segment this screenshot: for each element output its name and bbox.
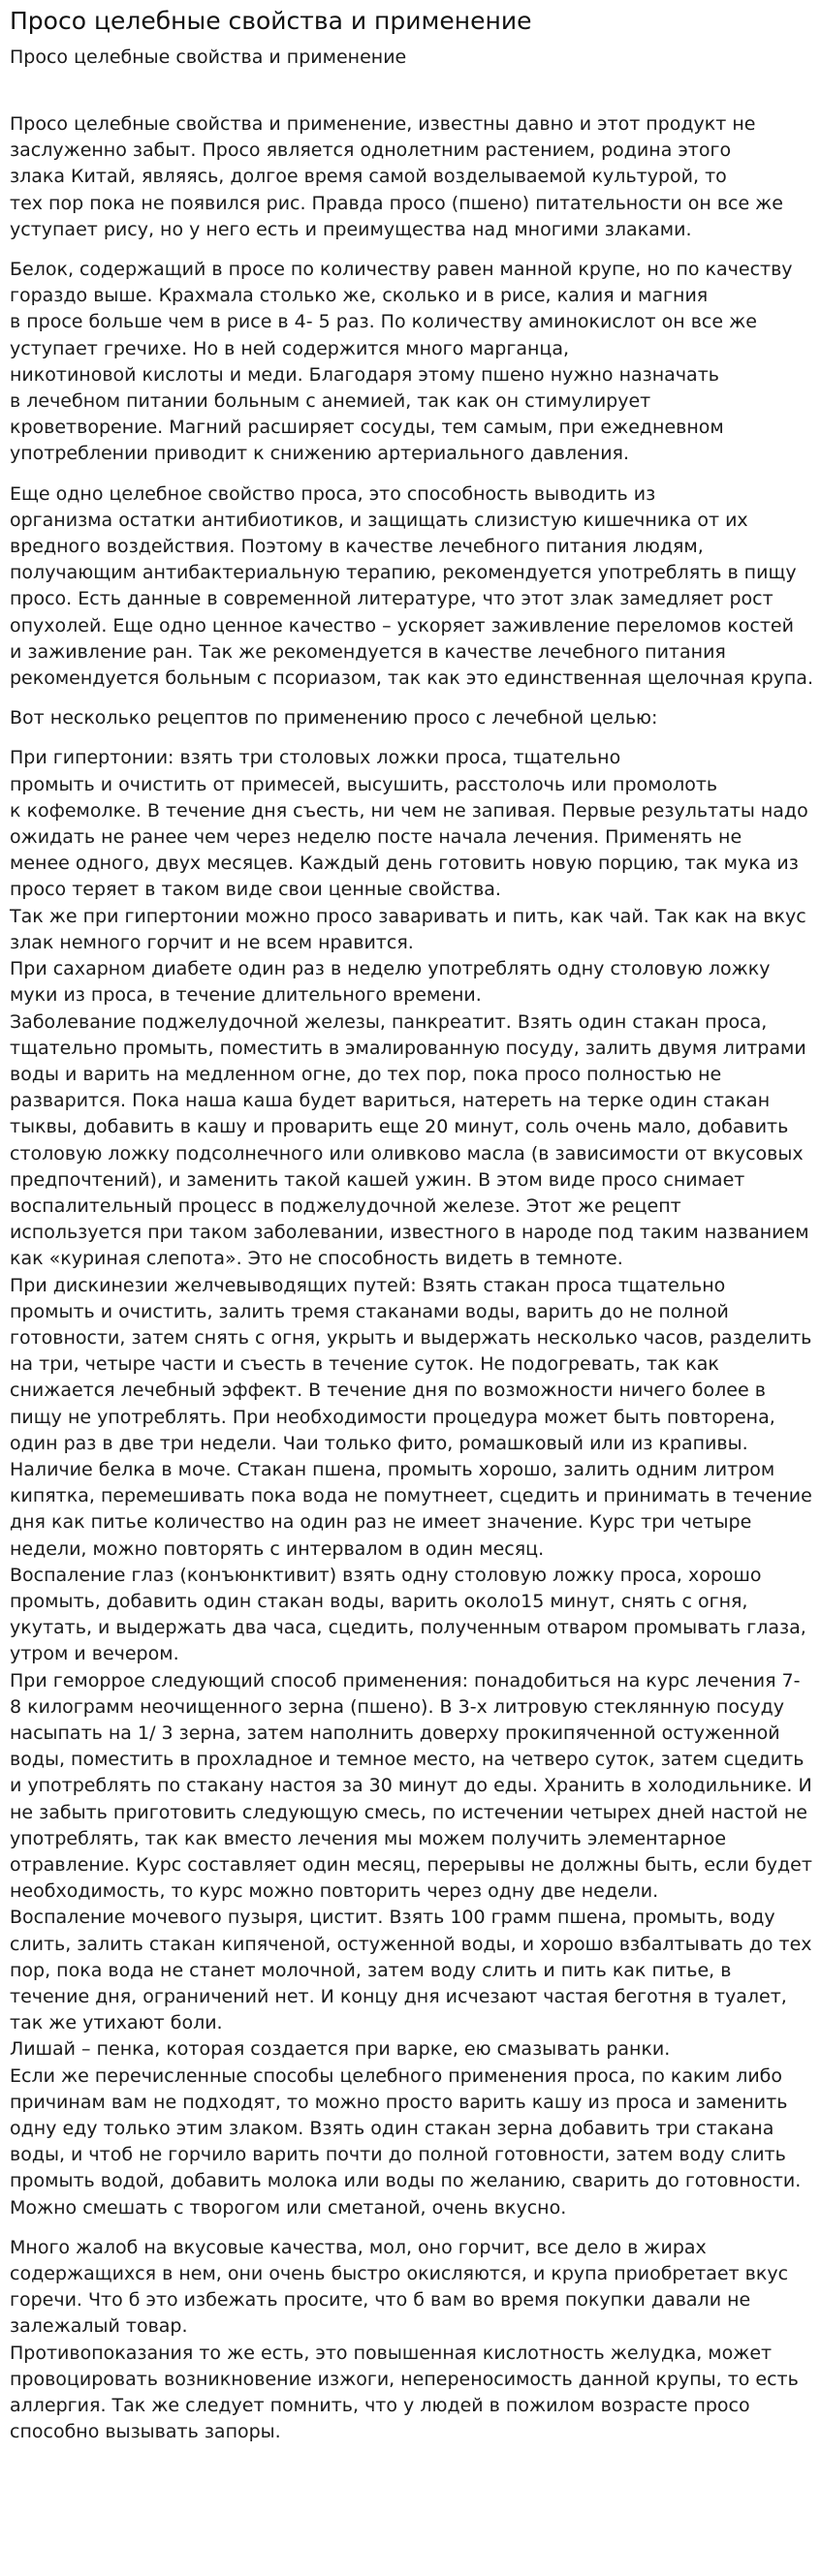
text-line: просо теряет в таком виде свои ценные свойства. (10, 879, 501, 901)
text-line: промыть и очистить от примесей, высушить, расстолочь или промолоть (10, 773, 718, 795)
article-paragraph (10, 705, 811, 731)
text-line: тыквы, добавить в кашу и проварить еще 20 минут, соль очень мало, добавить (10, 1116, 789, 1138)
page-title: Просо целебные свойства и применение (10, 7, 532, 35)
text-line: используется при таком заболевании, известного в народе под таким названием (10, 1222, 809, 1244)
text-line: отравление. Курс составляет один месяц, перерывы не должны быть, если будет (10, 1854, 812, 1876)
text-line: злак немного горчит и не всем нравится. (10, 931, 414, 953)
text-line: При сахарном диабете один раз в неделю употреблять одну столовую ложку (10, 958, 771, 980)
text-line: При гипертонии: взять три столовых ложки проса, тщательно (10, 747, 621, 769)
text-line: вредного воздействия. Поэтому в качестве лечебного питания людям, (10, 536, 704, 558)
text-line: промыть и очистить, залить тремя стаканами воды, варить до не полной (10, 1300, 729, 1322)
text-line: содержащихся в нем, они очень быстро окисляются, и крупа приобретает вкус (10, 2263, 789, 2285)
text-line: и употреблять по стакану настоя за 30 минут до еды. Хранить в холодильнике. И (10, 1775, 812, 1797)
text-line: злака Китай, являясь, долгое время самой возделываемой культурой, то (10, 166, 727, 188)
text-line: промыть водой, добавить молока или воды по желанию, сварить до готовности. (10, 2170, 802, 2192)
text-line: уступает рису, но у него есть и преимущества над многими злаками. (10, 218, 692, 240)
text-line: воспалительный процесс в поджелудочной железе. Этот же рецепт (10, 1195, 681, 1217)
text-line: пор, пока вода не станет молочной, затем воду слить и пить как питье, в (10, 1959, 732, 1981)
text-line: употреблять, так как вместо лечения мы можем получить элементарное (10, 1827, 727, 1849)
text-line: разварится. Пока наша каша будет вариться, натереть на терке один стакан (10, 1090, 771, 1112)
text-line: способно вызывать запоры. (10, 2421, 281, 2443)
text-line: течение дня, ограничений нет. И концу дня исчезают частая беготня в туалет, (10, 1986, 787, 2008)
article-subtitle: Просо целебные свойства и применение (10, 47, 407, 68)
text-line: аллергия. Так же следует помнить, что у людей в пожилом возрасте просо (10, 2395, 750, 2417)
text-line: Противопоказания то же есть, это повышенная кислотность желудка, может (10, 2342, 773, 2364)
text-line: столовую ложку подсолнечного или оливково масла (в зависимости от вкусовых (10, 1142, 804, 1164)
text-line: гораздо выше. Крахмала столько же, сколько и в рисе, калия и магния (10, 285, 709, 307)
text-line: менее одного, двух месяцев. Каждый день готовить новую порцию, так мука из (10, 853, 799, 875)
text-line: насыпать на 1/ 3 зерна, затем наполнить доверху прокипяченной остуженной (10, 1722, 780, 1744)
text-line: ожидать не ранее чем через неделю посте начала лечения. Применять не (10, 826, 742, 849)
text-line: рекомендуется больным с псориазом, так как это единственная щелочная крупа. (10, 667, 813, 690)
text-line: готовности, затем снять с огня, укрыть и выдержать несколько часов, разделить (10, 1326, 812, 1349)
text-line: и заживление ран. Так же рекомендуется в качестве лечебного питания (10, 640, 726, 663)
text-line: получающим антибактериальную терапию, рекомендуется употреблять в пищу (10, 562, 797, 584)
text-line: Если же перечисленные способы целебного применения проса, по каким либо (10, 2064, 783, 2087)
text-line: не забыть приготовить следующую смесь, по истечении четырех дней настой не (10, 1801, 807, 1823)
text-line: организма остатки антибиотиков, и защищать слизистую кишечника от их (10, 509, 748, 531)
text-line: тщательно промыть, поместить в эмалированную посуду, залить двумя литрами (10, 1037, 806, 1059)
text-line: кроветворение. Магний расширяет сосуды, тем самым, при ежедневном (10, 417, 724, 439)
text-line: Наличие белка в моче. Стакан пшена, промыть хорошо, залить одним литром (10, 1458, 775, 1480)
text-line: просо. Есть данные в современной литературе, что этот злак замедляет рост (10, 588, 774, 610)
text-line: так же утихают боли. (10, 2012, 223, 2034)
text-line: утром и вечером. (10, 1643, 179, 1665)
text-line: одну еду только этим злаком. Взять один стакан зерна добавить три стакана (10, 2118, 774, 2140)
text-line: провоцировать возникновение изжоги, непереносимость данной крупы, то есть (10, 2368, 799, 2390)
text-line: пищу не употреблять. При необходимости процедура может быть повторена, (10, 1406, 775, 1428)
text-line: муки из проса, в течение длительного времени. (10, 984, 482, 1007)
article-paragraph (10, 111, 811, 243)
text-line: никотиновой кислоты и меди. Благодаря этому пшено нужно назначать (10, 363, 719, 386)
text-line: 8 килограмм неочищенного зерна (пшено). В 3-х литровую стеклянную посуду (10, 1695, 785, 1718)
text-line: укутать, и выдержать два часа, сцедить, полученным отваром промывать глаза, (10, 1617, 806, 1639)
text-line: Белок, содержащий в просе по количеству равен манной крупе, но по качеству (10, 259, 793, 281)
text-line: заслуженно забыт. Просо является однолетним растением, родина этого (10, 140, 732, 162)
article-paragraph (10, 481, 811, 693)
text-line: как «куриная слепота». Это не способность видеть в темноте. (10, 1248, 623, 1270)
text-line: употреблении приводит к снижению артериального давления. (10, 443, 630, 465)
article-paragraph (10, 257, 811, 468)
text-line: Вот несколько рецептов по применению просо с лечебной целью: (10, 707, 658, 729)
text-line: Много жалоб на вкусовые качества, мол, оно горчит, все дело в жирах (10, 2236, 707, 2258)
text-line: Воспаление глаз (конъюнктивит) взять одну столовую ложку проса, хорошо (10, 1564, 762, 1586)
text-line: залежалый товар. (10, 2315, 188, 2338)
text-line: уступает гречихе. Но в ней содержится много марганца, (10, 337, 570, 359)
text-line: кипятка, перемешивать пока вода не помутнеет, сцедить и принимать в течение (10, 1485, 812, 1507)
text-line: Так же при гипертонии можно просо заваривать и пить, как чай. Так как на вкус (10, 905, 806, 927)
text-line: необходимость, то курс можно повторить через одну две недели. (10, 1880, 659, 1903)
article-paragraph (10, 745, 811, 2220)
text-line: Просо целебные свойства и применение, известны давно и этот продукт не (10, 113, 756, 135)
text-line: воды и варить на медленном огне, до тех пор, пока просо полностью не (10, 1063, 722, 1085)
text-line: слить, залить стакан кипяченой, остуженной воды, и хорошо взбалтывать до тех (10, 1933, 812, 1955)
text-line: Можно смешать с творогом или сметаной, очень вкусно. (10, 2196, 567, 2219)
text-line: снижается лечебный эффект. В течение дня по возможности ничего более в (10, 1380, 766, 1402)
text-line: При дискинезии желчевыводящих путей: Взять стакан проса тщательно (10, 1274, 726, 1296)
text-line: тех пор пока не появился рис. Правда просо (пшено) питательности он все же (10, 192, 783, 214)
text-line: недели, можно повторять с интервалом в один месяц. (10, 1537, 545, 1560)
text-line: промыть, добавить один стакан воды, варить около15 минут, снять с огня, (10, 1590, 748, 1612)
article-paragraph (10, 2235, 811, 2446)
text-line: дня как питье количество на один раз не имеет значение. Курс три четыре (10, 1511, 752, 1534)
text-line: Лишай – пенка, которая создается при варке, ею смазывать ранки. (10, 2038, 671, 2061)
article-body (10, 111, 811, 2445)
text-line: предпочтений), и заменить такой кашей ужин. В этом виде просо снимает (10, 1168, 745, 1191)
text-line: в лечебном питании больным с анемией, так как он стимулирует (10, 390, 651, 413)
text-line: один раз в две три недели. Чаи только фито, ромашковый или из крапивы. (10, 1432, 748, 1454)
text-line: опухолей. Еще одно ценное качество – ускоряет заживление переломов костей (10, 614, 794, 636)
text-line: воды, поместить в прохладное и темное место, на четверо суток, затем сцедить (10, 1749, 805, 1771)
text-line: в просе больше чем в рисе в 4- 5 раз. По количеству аминокислот он все же (10, 311, 757, 333)
text-line: горечи. Что б это избежать просите, что б вам во время покупки давали не (10, 2289, 751, 2312)
text-line: Воспаление мочевого пузыря, цистит. Взять 100 грамм пшена, промыть, воду (10, 1907, 775, 1929)
text-line: причинам вам не подходят, то можно просто варить кашу из проса и заменить (10, 2091, 788, 2113)
text-line: Заболевание поджелудочной железы, панкреатит. Взять один стакан проса, (10, 1010, 768, 1033)
text-line: воды, и чтоб не горчило варить почти до полной готовности, затем воду слить (10, 2144, 786, 2166)
text-line: на три, четыре части и съесть в течение суток. Не подогревать, так как (10, 1353, 719, 1376)
text-line: к кофемолке. В течение дня съесть, ни чем не запивая. Первые результаты надо (10, 799, 808, 822)
text-line: Еще одно целебное свойство проса, это способность выводить из (10, 482, 656, 505)
text-line: При геморрое следующий способ применения: понадобиться на курс лечения 7- (10, 1669, 801, 1691)
